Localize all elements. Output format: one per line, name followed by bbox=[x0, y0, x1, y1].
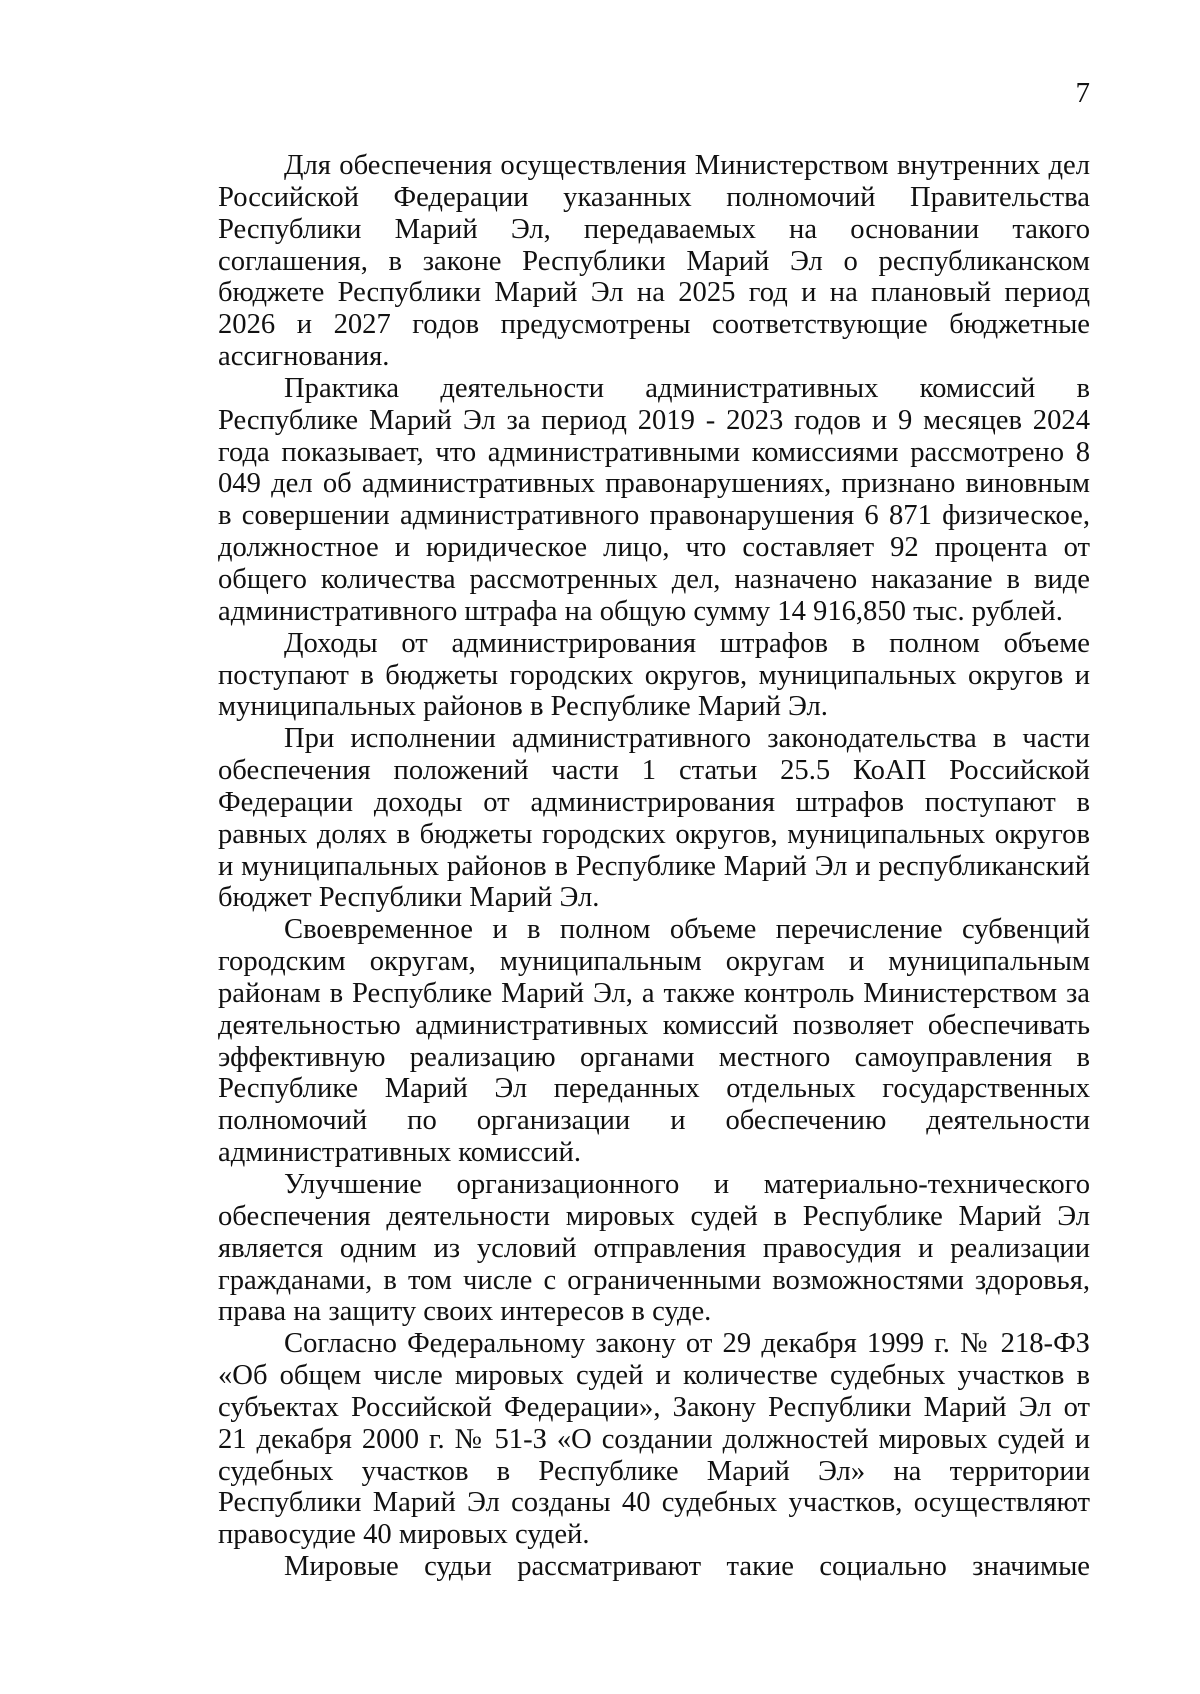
page-number: 7 bbox=[1075, 77, 1090, 109]
paragraph-justices-support: Улучшение организационного и материально-технического обеспечения деятельности мировых судей в Республике Марий Эл является одним из условий отправления правосудия и реализации гражданами, в том числе с ограниченными возможностями здоровья, права на защиту своих интересов в суде. bbox=[218, 1169, 1090, 1328]
paragraph-koap-revenues: При исполнении административного законодательства в части обеспечения положений части 1 статьи 25.5 КоАП Российской Федерации доходы от администрирования штрафов поступают в равных долях в бюджеты городских округов, муниципальных округов и муниципальных районов в Республике Марий Эл и республиканский бюджет Республики Марий Эл. bbox=[218, 723, 1090, 914]
paragraph-justices-cases: Мировые судьи рассматривают такие социально значимые bbox=[284, 1551, 1090, 1583]
document-body bbox=[218, 150, 1090, 1583]
paragraph-subventions: Своевременное и в полном объеме перечисление субвенций городским округам, муниципальным округам и муниципальным районам в Республике Марий Эл, а также контроль Министерством за деятельностью административных комиссий позволяет обеспечивать эффективную реализацию органами местного самоуправления в Республике Марий Эл переданных отдельных государственных полномочий по организации и обеспечению деятельности административных комиссий. bbox=[218, 914, 1090, 1169]
paragraph-federal-law: Согласно Федеральному закону от 29 декабря 1999 г. № 218-ФЗ «Об общем числе мировых судей и количестве судебных участков в субъектах Российской Федерации», Закону Республики Марий Эл от 21 декабря 2000 г. № 51-З «О создании должностей мировых судей и судебных участков в Республике Марий Эл» на территории Республики Марий Эл созданы 40 судебных участков, осуществляют правосудие 40 мировых судей. bbox=[218, 1328, 1090, 1551]
paragraph-commission-practice: Практика деятельности административных комиссий в Республике Марий Эл за период 2019 - 2023 годов и 9 месяцев 2024 года показывает, что административными комиссиями рассмотрено 8 049 дел об административных правонарушениях, признано виновным в совершении административного правонарушения 6 871 физическое, должностное и юридическое лицо, что составляет 92 процента от общего количества рассмотренных дел, назначено наказание в виде административного штрафа на общую сумму 14 916,850 тыс. рублей. bbox=[218, 372, 1090, 627]
paragraph-fine-revenues: Доходы от администрирования штрафов в полном объеме поступают в бюджеты городских округов, муниципальных округов и муниципальных районов в Республике Марий Эл. bbox=[218, 627, 1090, 723]
paragraph-budget-allocations: Для обеспечения осуществления Министерством внутренних дел Российской Федерации указанных полномочий Правительства Республики Марий Эл, передаваемых на основании такого соглашения, в законе Республики Марий Эл о республиканском бюджете Республики Марий Эл на 2025 год и на плановый период 2026 и 2027 годов предусмотрены соответствующие бюджетные ассигнования. bbox=[218, 150, 1090, 373]
